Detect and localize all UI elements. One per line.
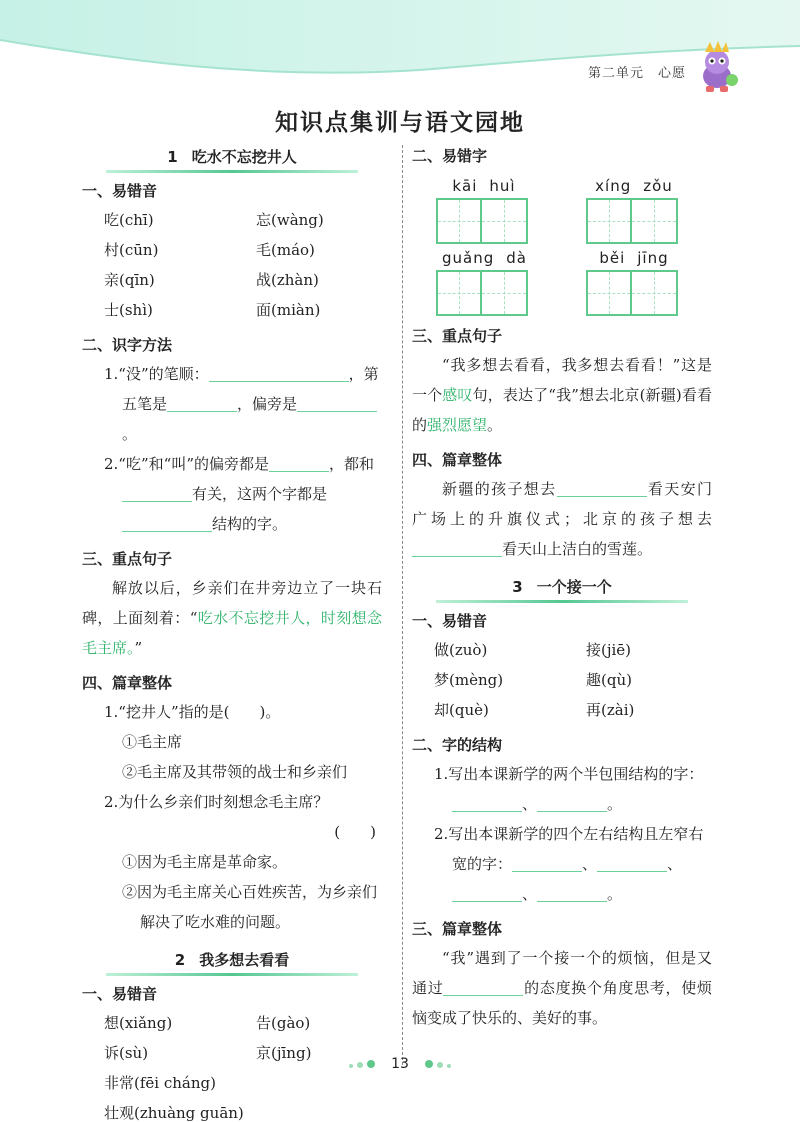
answer-blank[interactable] bbox=[122, 484, 192, 502]
option-item[interactable]: ①毛主席 bbox=[122, 733, 183, 751]
tiange-item bbox=[586, 174, 682, 244]
answer-blank[interactable] bbox=[443, 978, 523, 996]
separator: 、 bbox=[522, 795, 538, 813]
section-heading: 一、易错音 bbox=[82, 985, 158, 1003]
sentence-text: ” bbox=[134, 639, 143, 657]
page-title: 知识点集训与语文园地 bbox=[275, 110, 525, 136]
writing-boxes[interactable] bbox=[436, 198, 532, 244]
pinyin-item: 亲(qīn) bbox=[104, 271, 155, 289]
pinyin-syllable: zǒu bbox=[643, 177, 673, 195]
answer-blank[interactable] bbox=[537, 794, 607, 812]
question-text: 。 bbox=[607, 795, 623, 813]
answer-blank[interactable] bbox=[557, 479, 647, 497]
mascot-icon bbox=[692, 40, 742, 94]
header-band bbox=[0, 0, 800, 96]
pinyin-item: 想(xiǎng) bbox=[104, 1014, 173, 1032]
summary-paragraph bbox=[412, 943, 712, 1033]
writing-boxes[interactable] bbox=[436, 270, 532, 316]
question-text: ，都和 bbox=[329, 455, 375, 473]
answer-blank[interactable] bbox=[167, 394, 237, 412]
tiange-item bbox=[436, 174, 532, 244]
option-item[interactable]: ②毛主席及其带领的战士和乡亲们 bbox=[122, 763, 348, 781]
option-item[interactable]: ②因为毛主席关心百姓疾苦，为乡亲们解决了吃水难的问题。 bbox=[122, 883, 378, 931]
right-column bbox=[412, 140, 712, 1033]
pinyin-item: 非常(fēi cháng) bbox=[104, 1074, 216, 1092]
header-unit bbox=[588, 62, 686, 81]
lesson-number: 1 bbox=[167, 148, 178, 166]
key-sentence bbox=[412, 350, 712, 440]
pinyin-syllable: běi bbox=[599, 249, 626, 267]
sentence-text: “我多想去看看，我多想去看看！”这是一个 bbox=[412, 356, 712, 404]
paragraph-text: 新疆的孩子想去 bbox=[442, 480, 557, 498]
answer-paren[interactable]: ( ) bbox=[334, 823, 376, 841]
section-heading: 三、篇章整体 bbox=[412, 920, 503, 938]
question-text: 2.写出本课新学的四个左右结构且左窄右宽的字： bbox=[434, 825, 704, 873]
question-text: 1.写出本课新学的两个半包围结构的字： bbox=[434, 765, 704, 783]
answer-blank[interactable] bbox=[452, 884, 522, 902]
pinyin-item: 面(miàn) bbox=[256, 301, 321, 319]
writing-cell[interactable] bbox=[632, 198, 678, 244]
highlighted-text: 感叹 bbox=[442, 386, 473, 404]
answer-blank[interactable] bbox=[269, 454, 329, 472]
writing-cell[interactable] bbox=[586, 270, 632, 316]
section-heading: 二、易错字 bbox=[412, 147, 488, 165]
tiange-pinyin bbox=[586, 246, 682, 270]
pinyin-item: 接(jiē) bbox=[586, 641, 632, 659]
lesson-title: 我多想去看看 bbox=[199, 951, 290, 969]
tiange-item bbox=[586, 246, 682, 316]
answer-blank[interactable] bbox=[512, 854, 582, 872]
question-text: 结构的字。 bbox=[212, 515, 288, 533]
sentence-text: 解放以后，乡亲们在井旁边立了一块石碑，上面刻着：“ bbox=[82, 579, 382, 627]
pinyin-syllable: kāi bbox=[452, 177, 478, 195]
question-item: 1.“挖井人”指的是( )。 bbox=[104, 703, 281, 721]
option-item[interactable]: ①因为毛主席是革命家。 bbox=[122, 853, 288, 871]
answer-blank[interactable] bbox=[412, 539, 502, 557]
paragraph-text: 的态度换个角度思考，使烦恼变成了快乐的、美好的事。 bbox=[412, 979, 712, 1027]
answer-blank[interactable] bbox=[209, 364, 349, 382]
left-column bbox=[82, 140, 382, 1122]
answer-blank[interactable] bbox=[597, 854, 667, 872]
pinyin-item: 毛(máo) bbox=[256, 241, 315, 259]
lesson-3-heading bbox=[422, 570, 702, 601]
question-text: 。 bbox=[607, 885, 623, 903]
section-heading: 二、识字方法 bbox=[82, 336, 173, 354]
separator: 、 bbox=[582, 855, 598, 873]
highlighted-text: 吃水不忘挖井人，时刻想念毛主席。 bbox=[82, 609, 382, 657]
answer-blank[interactable] bbox=[297, 394, 377, 412]
lesson-title: 一个接一个 bbox=[536, 578, 612, 596]
pinyin-item: 吃(chī) bbox=[104, 211, 154, 229]
separator: 、 bbox=[667, 855, 683, 873]
paragraph-text: 看天山上洁白的雪莲。 bbox=[502, 540, 653, 558]
summary-paragraph bbox=[412, 474, 712, 564]
pinyin-item: 告(gào) bbox=[256, 1014, 311, 1032]
pinyin-item: 趣(qù) bbox=[586, 671, 632, 689]
writing-cell[interactable] bbox=[436, 270, 482, 316]
question-text: 1.“没”的笔顺： bbox=[104, 365, 209, 383]
pinyin-item: 梦(mèng) bbox=[434, 671, 504, 689]
pinyin-item: 村(cūn) bbox=[104, 241, 159, 259]
section-heading: 二、字的结构 bbox=[412, 736, 503, 754]
writing-cell[interactable] bbox=[482, 198, 528, 244]
key-sentence bbox=[82, 573, 382, 663]
writing-boxes[interactable] bbox=[586, 198, 682, 244]
pinyin-syllable: jīng bbox=[637, 249, 669, 267]
sentence-text: 句，表达了“我”想去北京(新疆)看看的 bbox=[412, 386, 712, 434]
question-text: 2.“吃”和“叫”的偏旁都是 bbox=[104, 455, 269, 473]
lesson-number: 2 bbox=[174, 951, 186, 969]
topic-label: 心愿 bbox=[658, 66, 687, 81]
pinyin-item: 京(jīng) bbox=[256, 1044, 312, 1062]
question-item bbox=[412, 819, 712, 909]
page-number: 13 bbox=[391, 1056, 409, 1072]
pinyin-syllable: dà bbox=[506, 249, 527, 267]
tiange-pinyin bbox=[436, 174, 532, 198]
pinyin-item: 再(zài) bbox=[586, 701, 635, 719]
question-item bbox=[82, 359, 382, 449]
tiange-grid bbox=[436, 174, 712, 316]
section-heading: 一、易错音 bbox=[412, 612, 488, 630]
pinyin-item: 却(què) bbox=[434, 701, 489, 719]
page-footer bbox=[0, 1056, 800, 1072]
pinyin-item: 做(zuò) bbox=[434, 641, 488, 659]
separator: 、 bbox=[522, 885, 538, 903]
writing-cell[interactable] bbox=[632, 270, 678, 316]
tiange-pinyin bbox=[436, 246, 532, 270]
lesson-title: 吃水不忘挖井人 bbox=[191, 148, 297, 166]
pinyin-item: 忘(wàng) bbox=[256, 211, 324, 229]
paragraph-text: “我”遇到了一个接一个的烦恼，但是又通过 bbox=[412, 949, 712, 997]
question-text: ，偏旁是 bbox=[237, 395, 298, 413]
section-heading: 三、重点句子 bbox=[82, 550, 173, 568]
lesson-number: 3 bbox=[512, 578, 523, 596]
question-item: 2.为什么乡亲们时刻想念毛主席？ bbox=[104, 793, 329, 811]
pinyin-item: 士(shì) bbox=[104, 301, 153, 319]
question-item bbox=[82, 449, 382, 539]
pinyin-item: 诉(sù) bbox=[104, 1044, 149, 1062]
paragraph-text: 看天安门广场上的升旗仪式；北京的孩子想去 bbox=[412, 480, 712, 528]
decorative-dots bbox=[423, 1056, 453, 1072]
tiange-pinyin bbox=[586, 174, 682, 198]
sentence-text: 。 bbox=[487, 416, 503, 434]
lesson-2-heading bbox=[92, 943, 372, 974]
pinyin-item: 壮观(zhuàng guān) bbox=[104, 1104, 244, 1122]
section-heading: 一、易错音 bbox=[82, 182, 158, 200]
pinyin-list bbox=[82, 205, 382, 325]
tiange-item bbox=[436, 246, 532, 316]
lesson-1-heading bbox=[92, 140, 372, 171]
section-heading: 三、重点句子 bbox=[412, 327, 503, 345]
highlighted-text: 强烈愿望 bbox=[427, 416, 488, 434]
writing-boxes[interactable] bbox=[586, 270, 682, 316]
question-item bbox=[412, 759, 712, 819]
pinyin-syllable: xíng bbox=[595, 177, 632, 195]
writing-cell[interactable] bbox=[482, 270, 528, 316]
decorative-dots bbox=[347, 1056, 377, 1072]
section-heading: 四、篇章整体 bbox=[82, 674, 173, 692]
pinyin-item: 战(zhàn) bbox=[256, 271, 319, 289]
answer-blank[interactable] bbox=[452, 794, 522, 812]
question-text: 有关，这两个字都是 bbox=[192, 485, 328, 503]
header-wave bbox=[0, 0, 800, 96]
unit-label: 第二单元 bbox=[588, 66, 645, 81]
writing-cell[interactable] bbox=[436, 198, 482, 244]
question-text: ，第五笔是 bbox=[122, 365, 379, 413]
writing-cell[interactable] bbox=[586, 198, 632, 244]
pinyin-syllable: huì bbox=[489, 177, 516, 195]
question-text: 。 bbox=[122, 425, 138, 443]
answer-blank[interactable] bbox=[537, 884, 607, 902]
answer-blank[interactable] bbox=[122, 514, 212, 532]
section-heading: 四、篇章整体 bbox=[412, 451, 503, 469]
pinyin-list bbox=[412, 635, 712, 725]
pinyin-syllable: guǎng bbox=[442, 249, 495, 267]
